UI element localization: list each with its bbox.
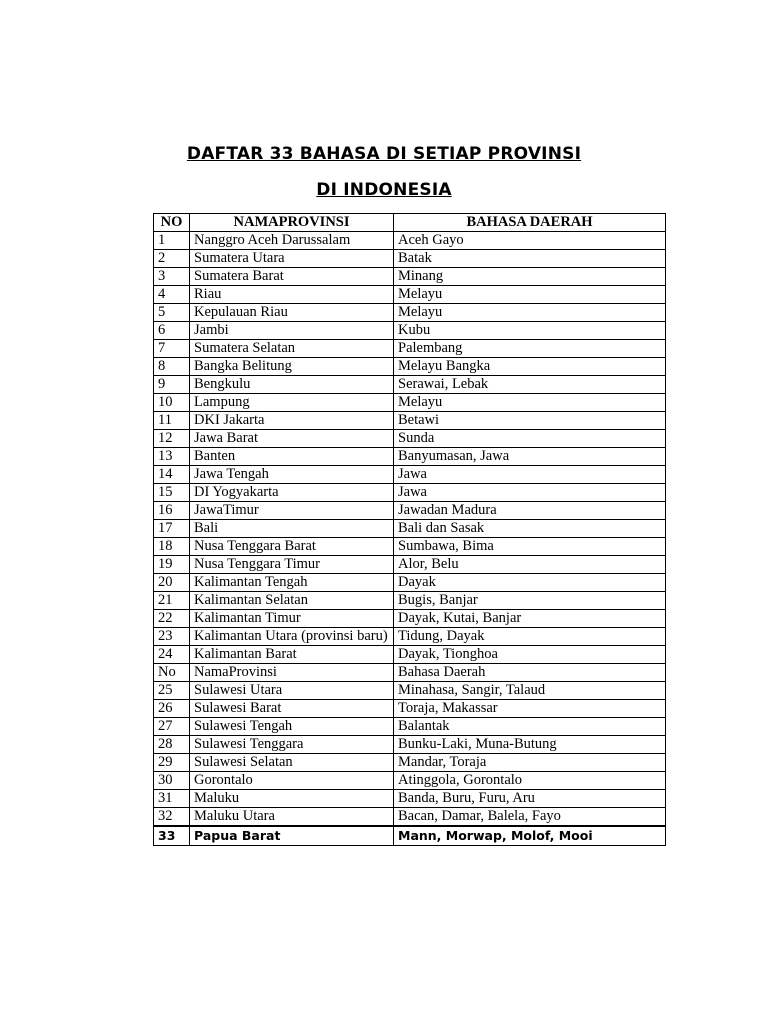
province-name: Sumatera Selatan — [190, 340, 394, 358]
province-name: DI Yogyakarta — [190, 484, 394, 502]
regional-language: Jawa — [394, 466, 666, 484]
row-number: 11 — [154, 412, 190, 430]
table-row — [154, 646, 666, 664]
province-name: Sumatera Barat — [190, 268, 394, 286]
province-name: Kalimantan Tengah — [190, 574, 394, 592]
province-name: Lampung — [190, 394, 394, 412]
regional-language: Bugis, Banjar — [394, 592, 666, 610]
row-number: 22 — [154, 610, 190, 628]
province-name: Maluku — [190, 790, 394, 808]
table-row — [154, 682, 666, 700]
province-name: Riau — [190, 286, 394, 304]
row-number: 29 — [154, 754, 190, 772]
table-row — [154, 502, 666, 520]
table-row — [154, 412, 666, 430]
table-row — [154, 790, 666, 808]
regional-language: Dayak, Tionghoa — [394, 646, 666, 664]
regional-language: Atinggola, Gorontalo — [394, 772, 666, 790]
row-number: 27 — [154, 718, 190, 736]
language-table — [153, 213, 666, 846]
document-title: DAFTAR 33 BAHASA DI SETIAP PROVINSI — [186, 144, 582, 164]
row-number: 21 — [154, 592, 190, 610]
table-row — [154, 394, 666, 412]
header-language: BAHASA DAERAH — [394, 214, 666, 232]
table-row — [154, 772, 666, 790]
row-number: 18 — [154, 538, 190, 556]
row-number: 16 — [154, 502, 190, 520]
table-row — [154, 250, 666, 268]
regional-language: Palembang — [394, 340, 666, 358]
regional-language: Bunku-Laki, Muna-Butung — [394, 736, 666, 754]
province-name: Bengkulu — [190, 376, 394, 394]
province-name: Nusa Tenggara Timur — [190, 556, 394, 574]
province-name: Sumatera Utara — [190, 250, 394, 268]
table-row — [154, 304, 666, 322]
row-number: 9 — [154, 376, 190, 394]
province-name: Kalimantan Selatan — [190, 592, 394, 610]
regional-language: Dayak, Kutai, Banjar — [394, 610, 666, 628]
province-name: Banten — [190, 448, 394, 466]
row-number: 28 — [154, 736, 190, 754]
province-name: Kepulauan Riau — [190, 304, 394, 322]
regional-language: Bahasa Daerah — [394, 664, 666, 682]
row-number: 15 — [154, 484, 190, 502]
regional-language: Tidung, Dayak — [394, 628, 666, 646]
row-number: 23 — [154, 628, 190, 646]
row-number: 7 — [154, 340, 190, 358]
table-row — [154, 466, 666, 484]
regional-language: Mandar, Toraja — [394, 754, 666, 772]
table-row — [154, 268, 666, 286]
row-number: 8 — [154, 358, 190, 376]
table-row — [154, 232, 666, 250]
regional-language: Bali dan Sasak — [394, 520, 666, 538]
table-row — [154, 340, 666, 358]
table-row — [154, 448, 666, 466]
province-name: Sulawesi Tengah — [190, 718, 394, 736]
row-number: 24 — [154, 646, 190, 664]
regional-language: Bacan, Damar, Balela, Fayo — [394, 808, 666, 827]
regional-language: Dayak — [394, 574, 666, 592]
regional-language: Alor, Belu — [394, 556, 666, 574]
table-row — [154, 322, 666, 340]
province-name: NamaProvinsi — [190, 664, 394, 682]
row-number: 1 — [154, 232, 190, 250]
province-name: DKI Jakarta — [190, 412, 394, 430]
row-number: 25 — [154, 682, 190, 700]
row-number: 20 — [154, 574, 190, 592]
table-row — [154, 538, 666, 556]
table-header-row — [154, 214, 666, 232]
regional-language: Sunda — [394, 430, 666, 448]
table-row — [154, 430, 666, 448]
regional-language: Melayu — [394, 286, 666, 304]
province-name: Kalimantan Barat — [190, 646, 394, 664]
row-number: 4 — [154, 286, 190, 304]
table-row — [154, 826, 666, 846]
regional-language: Melayu — [394, 394, 666, 412]
row-number: 6 — [154, 322, 190, 340]
table-row — [154, 736, 666, 754]
row-number: 19 — [154, 556, 190, 574]
table-row — [154, 808, 666, 827]
regional-language: Melayu Bangka — [394, 358, 666, 376]
regional-language: Sumbawa, Bima — [394, 538, 666, 556]
table-row — [154, 286, 666, 304]
regional-language: Betawi — [394, 412, 666, 430]
regional-language: Minahasa, Sangir, Talaud — [394, 682, 666, 700]
province-name: Jambi — [190, 322, 394, 340]
row-number: 12 — [154, 430, 190, 448]
table-row — [154, 376, 666, 394]
table-row — [154, 664, 666, 682]
regional-language: Jawa — [394, 484, 666, 502]
province-name: JawaTimur — [190, 502, 394, 520]
table-row — [154, 520, 666, 538]
regional-language: Jawadan Madura — [394, 502, 666, 520]
row-number: 26 — [154, 700, 190, 718]
table-row — [154, 700, 666, 718]
province-name: Jawa Barat — [190, 430, 394, 448]
province-name: Maluku Utara — [190, 808, 394, 827]
regional-language: Toraja, Makassar — [394, 700, 666, 718]
province-name: Bangka Belitung — [190, 358, 394, 376]
table-row — [154, 574, 666, 592]
regional-language: Aceh Gayo — [394, 232, 666, 250]
regional-language: Balantak — [394, 718, 666, 736]
header-no: NO — [154, 214, 190, 232]
regional-language: Banda, Buru, Furu, Aru — [394, 790, 666, 808]
header-province: NAMAPROVINSI — [190, 214, 394, 232]
row-number: 17 — [154, 520, 190, 538]
province-name: Sulawesi Utara — [190, 682, 394, 700]
regional-language: Melayu — [394, 304, 666, 322]
row-number: 33 — [154, 826, 190, 846]
province-name: Nanggro Aceh Darussalam — [190, 232, 394, 250]
regional-language: Batak — [394, 250, 666, 268]
table-body — [154, 232, 666, 846]
row-number: 14 — [154, 466, 190, 484]
row-number: 10 — [154, 394, 190, 412]
province-name: Gorontalo — [190, 772, 394, 790]
regional-language: Banyumasan, Jawa — [394, 448, 666, 466]
table-row — [154, 718, 666, 736]
table-row — [154, 610, 666, 628]
table-row — [154, 358, 666, 376]
province-name: Sulawesi Selatan — [190, 754, 394, 772]
province-name: Nusa Tenggara Barat — [190, 538, 394, 556]
table-row — [154, 754, 666, 772]
province-name: Papua Barat — [190, 826, 394, 846]
row-number: 32 — [154, 808, 190, 827]
province-name: Jawa Tengah — [190, 466, 394, 484]
province-name: Bali — [190, 520, 394, 538]
row-number: 2 — [154, 250, 190, 268]
row-number: 5 — [154, 304, 190, 322]
row-number: 31 — [154, 790, 190, 808]
document-subtitle: DI INDONESIA — [316, 180, 452, 200]
row-number: 13 — [154, 448, 190, 466]
table-row — [154, 628, 666, 646]
province-name: Kalimantan Timur — [190, 610, 394, 628]
province-name: Sulawesi Barat — [190, 700, 394, 718]
province-name: Sulawesi Tenggara — [190, 736, 394, 754]
province-name: Kalimantan Utara (provinsi baru) — [190, 628, 394, 646]
row-number: No — [154, 664, 190, 682]
regional-language: Minang — [394, 268, 666, 286]
regional-language: Serawai, Lebak — [394, 376, 666, 394]
regional-language: Mann, Morwap, Molof, Mooi — [394, 826, 666, 846]
table-row — [154, 556, 666, 574]
table-row — [154, 484, 666, 502]
row-number: 3 — [154, 268, 190, 286]
regional-language: Kubu — [394, 322, 666, 340]
table-row — [154, 592, 666, 610]
row-number: 30 — [154, 772, 190, 790]
